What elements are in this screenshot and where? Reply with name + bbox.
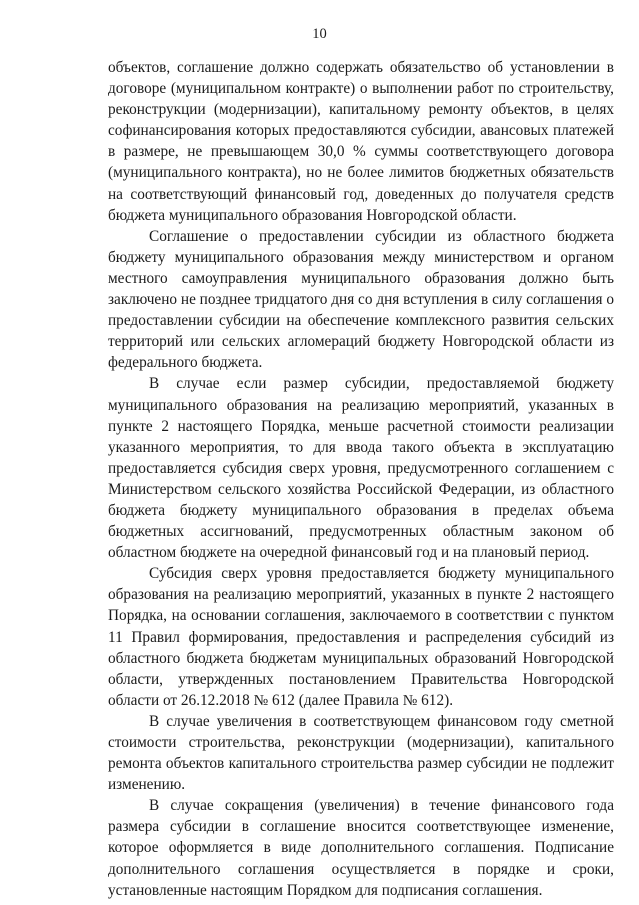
page-number: 10 (312, 26, 327, 42)
paragraph-3: В случае если размер субсидии, предоставляемой бюджету муниципального образования на реализацию мероприятий, указанных в пункте 2 настоящего Порядка, меньше расчетной стоимости реализации указанного мероприятия, то для ввода такого объекта в эксплуатацию предоставляется субсидия сверх уровня, предусмотренного соглашением с Министерством сельского хозяйства Российской Федерации, из областного бюджета бюджету муниципального образования в пределах объема бюджетных ассигнований, предусмотренных областным законом об областном бюджете на очередной финансовый год и на плановый период. (108, 375, 614, 562)
paragraph-1: объектов, соглашение должно содержать обязательство об установлении в договоре (муниципальном контракте) о выполнении работ по строительству, реконструкции (модернизации), капитальному ремонту объектов, в целях софинансирования которых предоставляются субсидии, авансовых платежей в размере, не превышающем 30,0 % суммы соответствующего договора (муниципального контракта), но не более лимитов бюджетных обязательств на соответствующий финансовый год, доведенных до получателя средств бюджета муниципального образования Новгородской области. (108, 59, 614, 224)
paragraph-5: В случае увеличения в соответствующем финансовом году сметной стоимости строительства, реконструкции (модернизации), капитального ремонта объектов капитального строительства размер субсидии не подлежит изменению. (108, 712, 614, 794)
paragraph-4: Субсидия сверх уровня предоставляется бюджету муниципального образования на реализацию мероприятий, указанных в пункте 2 настоящего Порядка, на основании соглашения, заключаемого в соответствии с пунктом 11 Правил формирования, предоставления и распределения субсидий из областного бюджета бюджетам муниципальных образований Новгородской области, утвержденных постановлением Правительства Новгородской области от 26.12.2018 № 612 (далее Правила № 612). (108, 565, 614, 709)
document-body (108, 57, 614, 901)
paragraph-6: В случае сокращения (увеличения) в течение финансового года размера субсидии в соглашение вносится соответствующее изменение, которое оформляется в виде дополнительного соглашения. Подписание дополнительного соглашения осуществляется в порядке и сроки, установленные настоящим Порядком для подписания соглашения. (108, 797, 614, 899)
paragraph-2: Соглашение о предоставлении субсидии из областного бюджета бюджету муниципального образования между министерством и органом местного самоуправления муниципального образования должно быть заключено не позднее тридцатого дня со дня вступления в силу соглашения о предоставлении субсидии на обеспечение комплексного развития сельских территорий или сельских агломераций бюджету Новгородской области из федерального бюджета. (108, 227, 614, 372)
